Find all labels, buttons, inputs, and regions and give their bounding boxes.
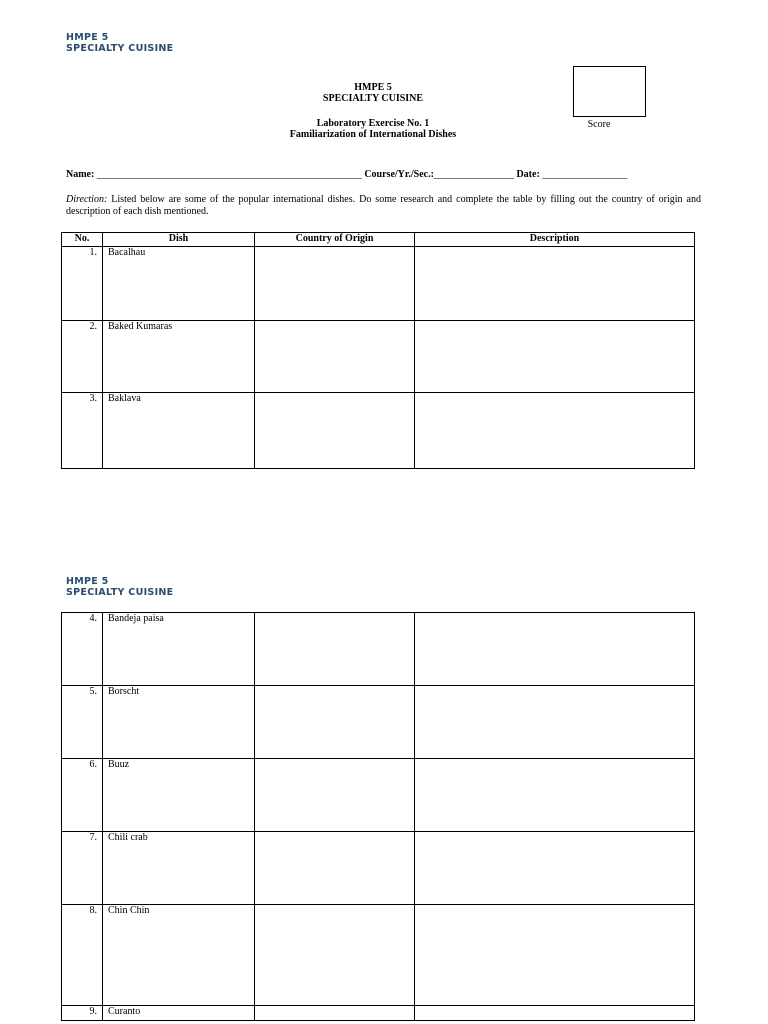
header-course: HMPE 5 [66, 576, 109, 587]
row-number: 9. [62, 1006, 103, 1021]
description-cell[interactable] [415, 247, 695, 321]
table-row [62, 1006, 695, 1021]
row-number: 8. [62, 905, 103, 1006]
description-cell[interactable] [415, 393, 695, 469]
table-row [62, 613, 695, 686]
country-cell[interactable] [255, 393, 415, 469]
row-dish: Bacalhau [103, 247, 255, 321]
row-dish: Chin Chin [103, 905, 255, 1006]
country-cell[interactable] [255, 613, 415, 686]
dishes-table-page2 [61, 612, 695, 1021]
table-row [62, 393, 695, 469]
exercise-topic: Familiarization of International Dishes [289, 129, 457, 140]
title-block [230, 82, 516, 140]
row-dish: Borscht [103, 686, 255, 759]
course-label: Course/Yr./Sec.: [364, 169, 434, 180]
row-number: 5. [62, 686, 103, 759]
page-header [66, 32, 173, 54]
row-number: 2. [62, 321, 103, 393]
row-dish: Baked Kumaras [103, 321, 255, 393]
row-dish: Curanto [103, 1006, 255, 1021]
description-cell[interactable] [415, 686, 695, 759]
description-cell[interactable] [415, 321, 695, 393]
header-subject: SPECIALTY CUISINE [66, 43, 174, 54]
header-subject: SPECIALTY CUISINE [66, 587, 174, 598]
header-dish: Dish [103, 233, 255, 247]
name-field[interactable]: _____________________________________________________ [96, 169, 362, 180]
country-cell[interactable] [255, 1006, 415, 1021]
header-course: HMPE 5 [66, 32, 109, 43]
description-cell[interactable] [415, 759, 695, 832]
country-cell[interactable] [255, 686, 415, 759]
row-dish: Bandeja paisa [103, 613, 255, 686]
row-number: 6. [62, 759, 103, 832]
date-label: Date: [516, 169, 540, 180]
table-row [62, 686, 695, 759]
row-number: 7. [62, 832, 103, 905]
dishes-table-page1 [61, 232, 695, 469]
title-subject: SPECIALTY CUISINE [322, 93, 424, 104]
description-cell[interactable] [415, 613, 695, 686]
course-field[interactable]: ________________ [433, 169, 514, 180]
row-dish: Baklava [103, 393, 255, 469]
date-field[interactable]: _________________ [542, 169, 628, 180]
direction-text: Listed below are some of the popular international dishes. Do some research and complete the table by filling out the country of origin and description of each dish mentioned. [66, 194, 701, 217]
table-row [62, 321, 695, 393]
table-row [62, 759, 695, 832]
table-row [62, 832, 695, 905]
score-box[interactable] [573, 66, 646, 117]
table-row [62, 905, 695, 1006]
direction-label: Direction: [66, 194, 108, 205]
page-header [66, 576, 173, 598]
row-number: 1. [62, 247, 103, 321]
student-fields [66, 169, 706, 180]
direction-paragraph [66, 194, 701, 218]
row-dish: Chili crab [103, 832, 255, 905]
table-header-row [62, 233, 695, 247]
row-number: 4. [62, 613, 103, 686]
header-no: No. [62, 233, 103, 247]
country-cell[interactable] [255, 832, 415, 905]
country-cell[interactable] [255, 247, 415, 321]
description-cell[interactable] [415, 832, 695, 905]
exercise-title: Laboratory Exercise No. 1 [316, 118, 430, 129]
header-country: Country of Origin [255, 233, 415, 247]
row-dish: Buuz [103, 759, 255, 832]
description-cell[interactable] [415, 1006, 695, 1021]
table-row [62, 247, 695, 321]
country-cell[interactable] [255, 759, 415, 832]
country-cell[interactable] [255, 321, 415, 393]
title-course: HMPE 5 [354, 82, 392, 93]
header-description: Description [415, 233, 695, 247]
description-cell[interactable] [415, 905, 695, 1006]
country-cell[interactable] [255, 905, 415, 1006]
row-number: 3. [62, 393, 103, 469]
name-label: Name: [66, 169, 95, 180]
score-label: Score [587, 119, 611, 130]
